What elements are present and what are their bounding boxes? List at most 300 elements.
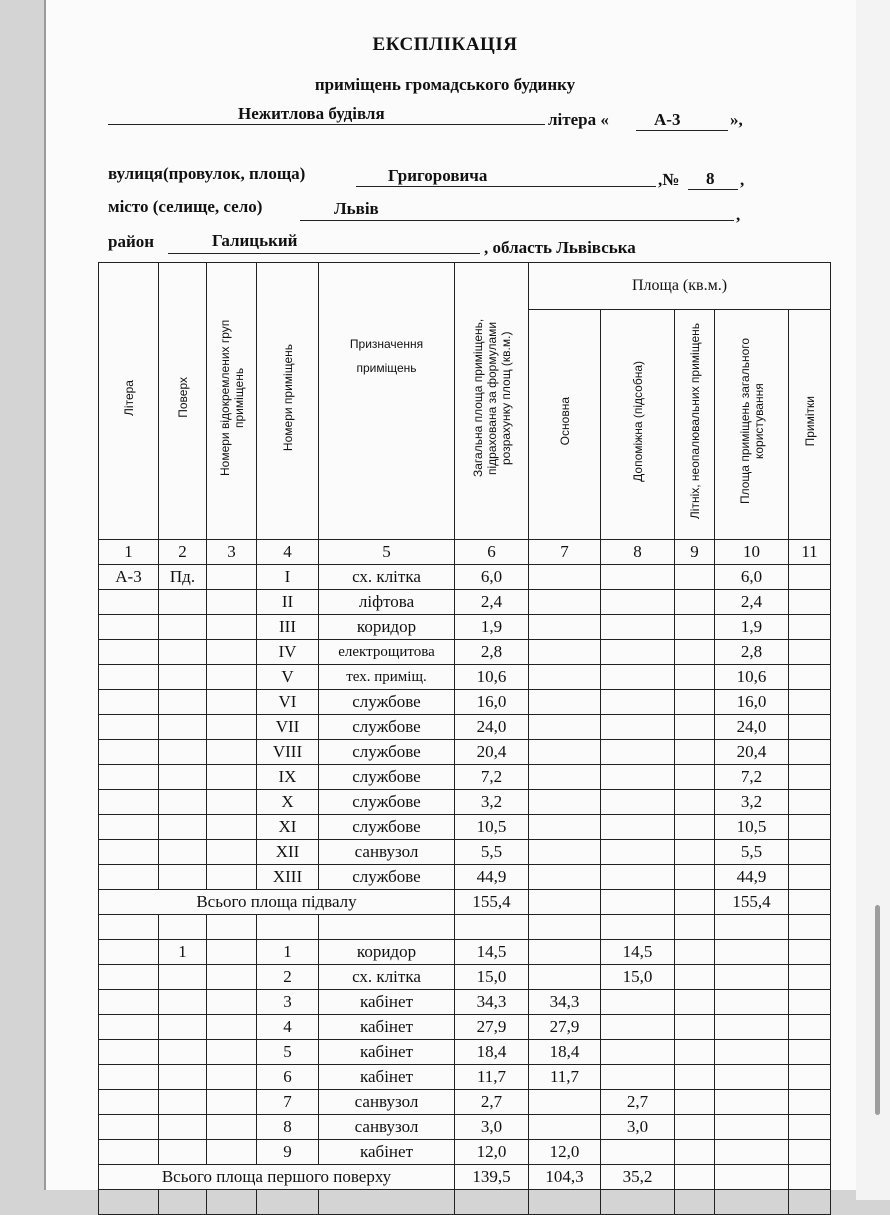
total-row [99, 1165, 831, 1190]
cell-common-area: 2,8 [715, 640, 789, 665]
cell-purpose: службове [319, 740, 455, 765]
table-row [99, 965, 831, 990]
district-underline [168, 253, 480, 254]
district-label: район [108, 232, 155, 251]
cell-room-number: IX [257, 765, 319, 790]
cell-group [207, 1065, 257, 1090]
empty-cell [529, 915, 601, 940]
cell-summer-area [675, 840, 715, 865]
cell-main-area [529, 815, 601, 840]
cell-aux-area [601, 590, 675, 615]
cell-main-area [529, 790, 601, 815]
empty-cell [715, 1190, 789, 1215]
table-row [99, 1115, 831, 1140]
empty-cell [99, 1190, 159, 1215]
cell-litera [99, 1015, 159, 1040]
cell-summer-area [675, 565, 715, 590]
cell-aux-area [601, 765, 675, 790]
cell-group [207, 665, 257, 690]
cell-total-area: 44,9 [455, 865, 529, 890]
cell-litera [99, 590, 159, 615]
cell-litera [99, 615, 159, 640]
cell-main-area [529, 1115, 601, 1140]
cell-common-area: 7,2 [715, 765, 789, 790]
cell-floor [159, 1115, 207, 1140]
cell-purpose: кабінет [319, 1065, 455, 1090]
cell-group [207, 615, 257, 640]
empty-cell [207, 915, 257, 940]
cell-notes [789, 565, 831, 590]
cell-aux-area: 3,0 [601, 1115, 675, 1140]
table-row [99, 840, 831, 865]
cell-main-area [529, 640, 601, 665]
cell-floor: Пд. [159, 565, 207, 590]
cell-main-area [529, 690, 601, 715]
cell-floor [159, 765, 207, 790]
cell-summer-area [675, 715, 715, 740]
cell-litera: А-3 [99, 565, 159, 590]
cell-aux-area: 2,7 [601, 1090, 675, 1115]
cell-notes [789, 1040, 831, 1065]
cell-aux-area: 14,5 [601, 940, 675, 965]
cell-litera [99, 815, 159, 840]
empty-cell [159, 915, 207, 940]
cell-common-area [715, 1090, 789, 1115]
cell-floor [159, 1090, 207, 1115]
cell-common-area: 24,0 [715, 715, 789, 740]
cell-room-number: IV [257, 640, 319, 665]
cell-common-area [715, 1040, 789, 1065]
number-label: ,№ [658, 170, 680, 189]
cell-floor [159, 1040, 207, 1065]
cell-litera [99, 790, 159, 815]
cell-main-area [529, 940, 601, 965]
cell-aux-area [601, 715, 675, 740]
cell-notes [789, 815, 831, 840]
city-comma: , [736, 205, 741, 224]
cell-summer-area [675, 1040, 715, 1065]
cell-common-area: 2,4 [715, 590, 789, 615]
cell-aux-area [601, 1065, 675, 1090]
litera-underline [636, 130, 728, 131]
cell-total-area: 18,4 [455, 1040, 529, 1065]
cell-summer-area [675, 940, 715, 965]
cell-floor [159, 1065, 207, 1090]
city-label: місто (селище, село) [108, 197, 263, 216]
cell-total-area: 11,7 [455, 1065, 529, 1090]
empty-cell [789, 1190, 831, 1215]
table-row [99, 790, 831, 815]
cell-main-area: 34,3 [529, 990, 601, 1015]
cell-common-area [715, 965, 789, 990]
cell-common-area: 10,5 [715, 815, 789, 840]
total-common-area [715, 1165, 789, 1190]
cell-room-number: VII [257, 715, 319, 740]
cell-room-number: XIII [257, 865, 319, 890]
cell-notes [789, 840, 831, 865]
cell-group [207, 690, 257, 715]
cell-purpose: службове [319, 765, 455, 790]
column-number-row [99, 540, 831, 565]
cell-room-number: 4 [257, 1015, 319, 1040]
empty-cell [601, 1190, 675, 1215]
cell-notes [789, 765, 831, 790]
cell-room-number: 5 [257, 1040, 319, 1065]
viewer-edge [856, 0, 890, 1200]
empty-cell [319, 1190, 455, 1215]
total-label: Всього площа підвалу [99, 890, 455, 915]
cell-purpose: службове [319, 690, 455, 715]
cell-litera [99, 965, 159, 990]
cell-room-number: 7 [257, 1090, 319, 1115]
cell-summer-area [675, 615, 715, 640]
cell-main-area [529, 840, 601, 865]
cell-total-area: 10,6 [455, 665, 529, 690]
street-comma: , [740, 170, 745, 189]
table-row [99, 940, 831, 965]
cell-summer-area [675, 790, 715, 815]
column-number: 1 [99, 540, 159, 565]
cell-aux-area [601, 1015, 675, 1040]
empty-cell [257, 915, 319, 940]
cell-purpose: кабінет [319, 1040, 455, 1065]
empty-cell [529, 1190, 601, 1215]
cell-notes [789, 740, 831, 765]
cell-room-number: 9 [257, 1140, 319, 1165]
cell-group [207, 990, 257, 1015]
total-notes [789, 890, 831, 915]
table-row [99, 990, 831, 1015]
litera-close: », [730, 110, 743, 129]
header-summer: Літніх, неопалювальних приміщень [675, 310, 715, 540]
cell-main-area [529, 965, 601, 990]
cell-floor [159, 840, 207, 865]
cell-aux-area [601, 665, 675, 690]
cell-aux-area [601, 865, 675, 890]
total-row [99, 890, 831, 915]
empty-cell [319, 915, 455, 940]
header-litera: Літера [99, 263, 159, 540]
table-row [99, 1065, 831, 1090]
cell-common-area [715, 940, 789, 965]
cell-common-area [715, 1015, 789, 1040]
table-row [99, 815, 831, 840]
column-number: 11 [789, 540, 831, 565]
cell-common-area [715, 1140, 789, 1165]
header-notes: Примітки [789, 310, 831, 540]
table-row [99, 565, 831, 590]
cell-summer-area [675, 965, 715, 990]
cell-summer-area [675, 1090, 715, 1115]
cell-litera [99, 740, 159, 765]
cell-room-number: I [257, 565, 319, 590]
cell-litera [99, 940, 159, 965]
total-area: 139,5 [455, 1165, 529, 1190]
cell-total-area: 2,8 [455, 640, 529, 665]
cell-floor [159, 965, 207, 990]
scrollbar-thumb[interactable] [875, 905, 880, 1115]
cell-common-area: 6,0 [715, 565, 789, 590]
header-total-area: Загальна площа приміщень, підрахована за формулами розрахунку площ (кв.м.) [455, 263, 529, 540]
number-underline [688, 189, 738, 190]
cell-aux-area [601, 840, 675, 865]
street-label: вулиця(провулок, площа) [108, 164, 306, 183]
cell-room-number: 8 [257, 1115, 319, 1140]
cell-summer-area [675, 690, 715, 715]
cell-litera [99, 1065, 159, 1090]
header-common: Площа приміщень загального користування [715, 310, 789, 540]
cell-litera [99, 765, 159, 790]
cell-summer-area [675, 765, 715, 790]
litera-value: А-3 [654, 110, 681, 129]
cell-group [207, 940, 257, 965]
street-underline [356, 186, 656, 187]
column-number: 8 [601, 540, 675, 565]
cell-total-area: 3,0 [455, 1115, 529, 1140]
cell-litera [99, 1090, 159, 1115]
cell-total-area: 2,4 [455, 590, 529, 615]
cell-group [207, 865, 257, 890]
header-room-numbers: Номери приміщень [257, 263, 319, 540]
cell-group [207, 765, 257, 790]
empty-cell [675, 1190, 715, 1215]
cell-litera [99, 990, 159, 1015]
city-underline [300, 220, 734, 221]
cell-room-number: V [257, 665, 319, 690]
city-value: Львів [334, 199, 379, 218]
cell-litera [99, 1040, 159, 1065]
cell-floor [159, 865, 207, 890]
cell-summer-area [675, 665, 715, 690]
header-main: Основна [529, 310, 601, 540]
cell-aux-area [601, 815, 675, 840]
cell-group [207, 1140, 257, 1165]
total-aux-area: 35,2 [601, 1165, 675, 1190]
cell-group [207, 715, 257, 740]
cell-common-area: 3,2 [715, 790, 789, 815]
column-number: 4 [257, 540, 319, 565]
cell-aux-area [601, 690, 675, 715]
total-summer-area [675, 1165, 715, 1190]
table-row [99, 1140, 831, 1165]
cell-total-area: 5,5 [455, 840, 529, 865]
cell-notes [789, 965, 831, 990]
cell-litera [99, 840, 159, 865]
cell-total-area: 6,0 [455, 565, 529, 590]
cell-purpose: ліфтова [319, 590, 455, 615]
cell-purpose: службове [319, 865, 455, 890]
cell-litera [99, 690, 159, 715]
header-auxiliary: Допоміжна (підсобна) [601, 310, 675, 540]
cell-litera [99, 665, 159, 690]
cell-group [207, 740, 257, 765]
empty-cell [715, 915, 789, 940]
header-area-group: Площа (кв.м.) [529, 263, 831, 310]
cell-floor [159, 790, 207, 815]
cell-room-number: VI [257, 690, 319, 715]
cell-group [207, 640, 257, 665]
cell-group [207, 840, 257, 865]
cell-main-area [529, 865, 601, 890]
cell-floor [159, 690, 207, 715]
cell-purpose: службове [319, 715, 455, 740]
cell-purpose: сх. клітка [319, 965, 455, 990]
header-groups: Номери відокремлених груп приміщень [207, 263, 257, 540]
cell-aux-area [601, 640, 675, 665]
cell-litera [99, 715, 159, 740]
empty-cell [99, 915, 159, 940]
cell-total-area: 12,0 [455, 1140, 529, 1165]
cell-litera [99, 1115, 159, 1140]
cell-summer-area [675, 1065, 715, 1090]
cell-room-number: 1 [257, 940, 319, 965]
total-aux-area [601, 890, 675, 915]
cell-main-area [529, 715, 601, 740]
cell-floor [159, 615, 207, 640]
cell-purpose: санвузол [319, 840, 455, 865]
cell-summer-area [675, 590, 715, 615]
cell-floor [159, 815, 207, 840]
cell-purpose: кабінет [319, 1140, 455, 1165]
cell-litera [99, 1140, 159, 1165]
cell-common-area [715, 1115, 789, 1140]
district-value: Галицький [212, 231, 298, 250]
cell-aux-area [601, 615, 675, 640]
cell-total-area: 16,0 [455, 690, 529, 715]
cell-group [207, 1115, 257, 1140]
cell-total-area: 10,5 [455, 815, 529, 840]
cell-total-area: 34,3 [455, 990, 529, 1015]
column-number: 6 [455, 540, 529, 565]
empty-cell [455, 1190, 529, 1215]
building-type: Нежитлова будівля [238, 104, 385, 123]
cell-room-number: XI [257, 815, 319, 840]
cell-litera [99, 865, 159, 890]
cell-floor [159, 665, 207, 690]
cell-purpose: службове [319, 790, 455, 815]
cell-total-area: 2,7 [455, 1090, 529, 1115]
table-row [99, 765, 831, 790]
cell-purpose: службове [319, 815, 455, 840]
cell-purpose: електрощитова [319, 640, 455, 665]
total-summer-area [675, 890, 715, 915]
document-subtitle: приміщень громадського будинку [314, 75, 576, 94]
cell-aux-area: 15,0 [601, 965, 675, 990]
total-main-area [529, 890, 601, 915]
empty-cell [207, 1190, 257, 1215]
column-number: 7 [529, 540, 601, 565]
cell-common-area: 44,9 [715, 865, 789, 890]
cell-group [207, 565, 257, 590]
empty-cell [789, 915, 831, 940]
building-type-underline [108, 124, 545, 125]
street-value: Григоровича [388, 166, 488, 185]
table-row [99, 665, 831, 690]
cell-common-area: 16,0 [715, 690, 789, 715]
cell-notes [789, 590, 831, 615]
cell-litera [99, 640, 159, 665]
cell-notes [789, 1115, 831, 1140]
cell-group [207, 790, 257, 815]
cell-purpose: санвузол [319, 1090, 455, 1115]
empty-cell [257, 1190, 319, 1215]
empty-cell [159, 1190, 207, 1215]
table-row [99, 715, 831, 740]
cell-purpose: кабінет [319, 1015, 455, 1040]
cell-group [207, 1040, 257, 1065]
cell-total-area: 1,9 [455, 615, 529, 640]
empty-cell [675, 915, 715, 940]
cell-purpose: тех. приміщ. [319, 665, 455, 690]
cell-common-area: 20,4 [715, 740, 789, 765]
cell-summer-area [675, 1015, 715, 1040]
cell-common-area: 1,9 [715, 615, 789, 640]
cell-summer-area [675, 990, 715, 1015]
table-row [99, 690, 831, 715]
cell-summer-area [675, 640, 715, 665]
empty-cell [455, 915, 529, 940]
cell-main-area [529, 740, 601, 765]
cell-notes [789, 615, 831, 640]
cell-purpose: сх. клітка [319, 565, 455, 590]
table-row [99, 640, 831, 665]
cell-total-area: 27,9 [455, 1015, 529, 1040]
cell-main-area [529, 590, 601, 615]
cell-common-area: 10,6 [715, 665, 789, 690]
cell-floor [159, 640, 207, 665]
total-area: 155,4 [455, 890, 529, 915]
cell-notes [789, 1090, 831, 1115]
cell-notes [789, 665, 831, 690]
cell-notes [789, 690, 831, 715]
cell-notes [789, 640, 831, 665]
empty-row [99, 1190, 831, 1215]
document-title: ЕКСПЛІКАЦІЯ [372, 34, 518, 55]
cell-notes [789, 790, 831, 815]
cell-main-area [529, 1090, 601, 1115]
table-row [99, 865, 831, 890]
cell-room-number: 2 [257, 965, 319, 990]
cell-group [207, 590, 257, 615]
column-number: 3 [207, 540, 257, 565]
column-number: 9 [675, 540, 715, 565]
cell-aux-area [601, 990, 675, 1015]
table-row [99, 1015, 831, 1040]
table-row [99, 1090, 831, 1115]
cell-summer-area [675, 1140, 715, 1165]
cell-floor: 1 [159, 940, 207, 965]
cell-total-area: 7,2 [455, 765, 529, 790]
cell-notes [789, 990, 831, 1015]
cell-floor [159, 590, 207, 615]
header-purpose: Призначення приміщень [319, 263, 455, 540]
cell-notes [789, 715, 831, 740]
number-value: 8 [706, 169, 715, 188]
cell-room-number: 6 [257, 1065, 319, 1090]
cell-group [207, 1090, 257, 1115]
region: , область Львівська [484, 238, 636, 257]
column-number: 5 [319, 540, 455, 565]
cell-purpose: санвузол [319, 1115, 455, 1140]
cell-purpose: коридор [319, 940, 455, 965]
header-floor: Поверх [159, 263, 207, 540]
cell-notes [789, 1140, 831, 1165]
cell-main-area: 11,7 [529, 1065, 601, 1090]
cell-notes [789, 940, 831, 965]
total-notes [789, 1165, 831, 1190]
cell-notes [789, 1065, 831, 1090]
cell-room-number: VIII [257, 740, 319, 765]
